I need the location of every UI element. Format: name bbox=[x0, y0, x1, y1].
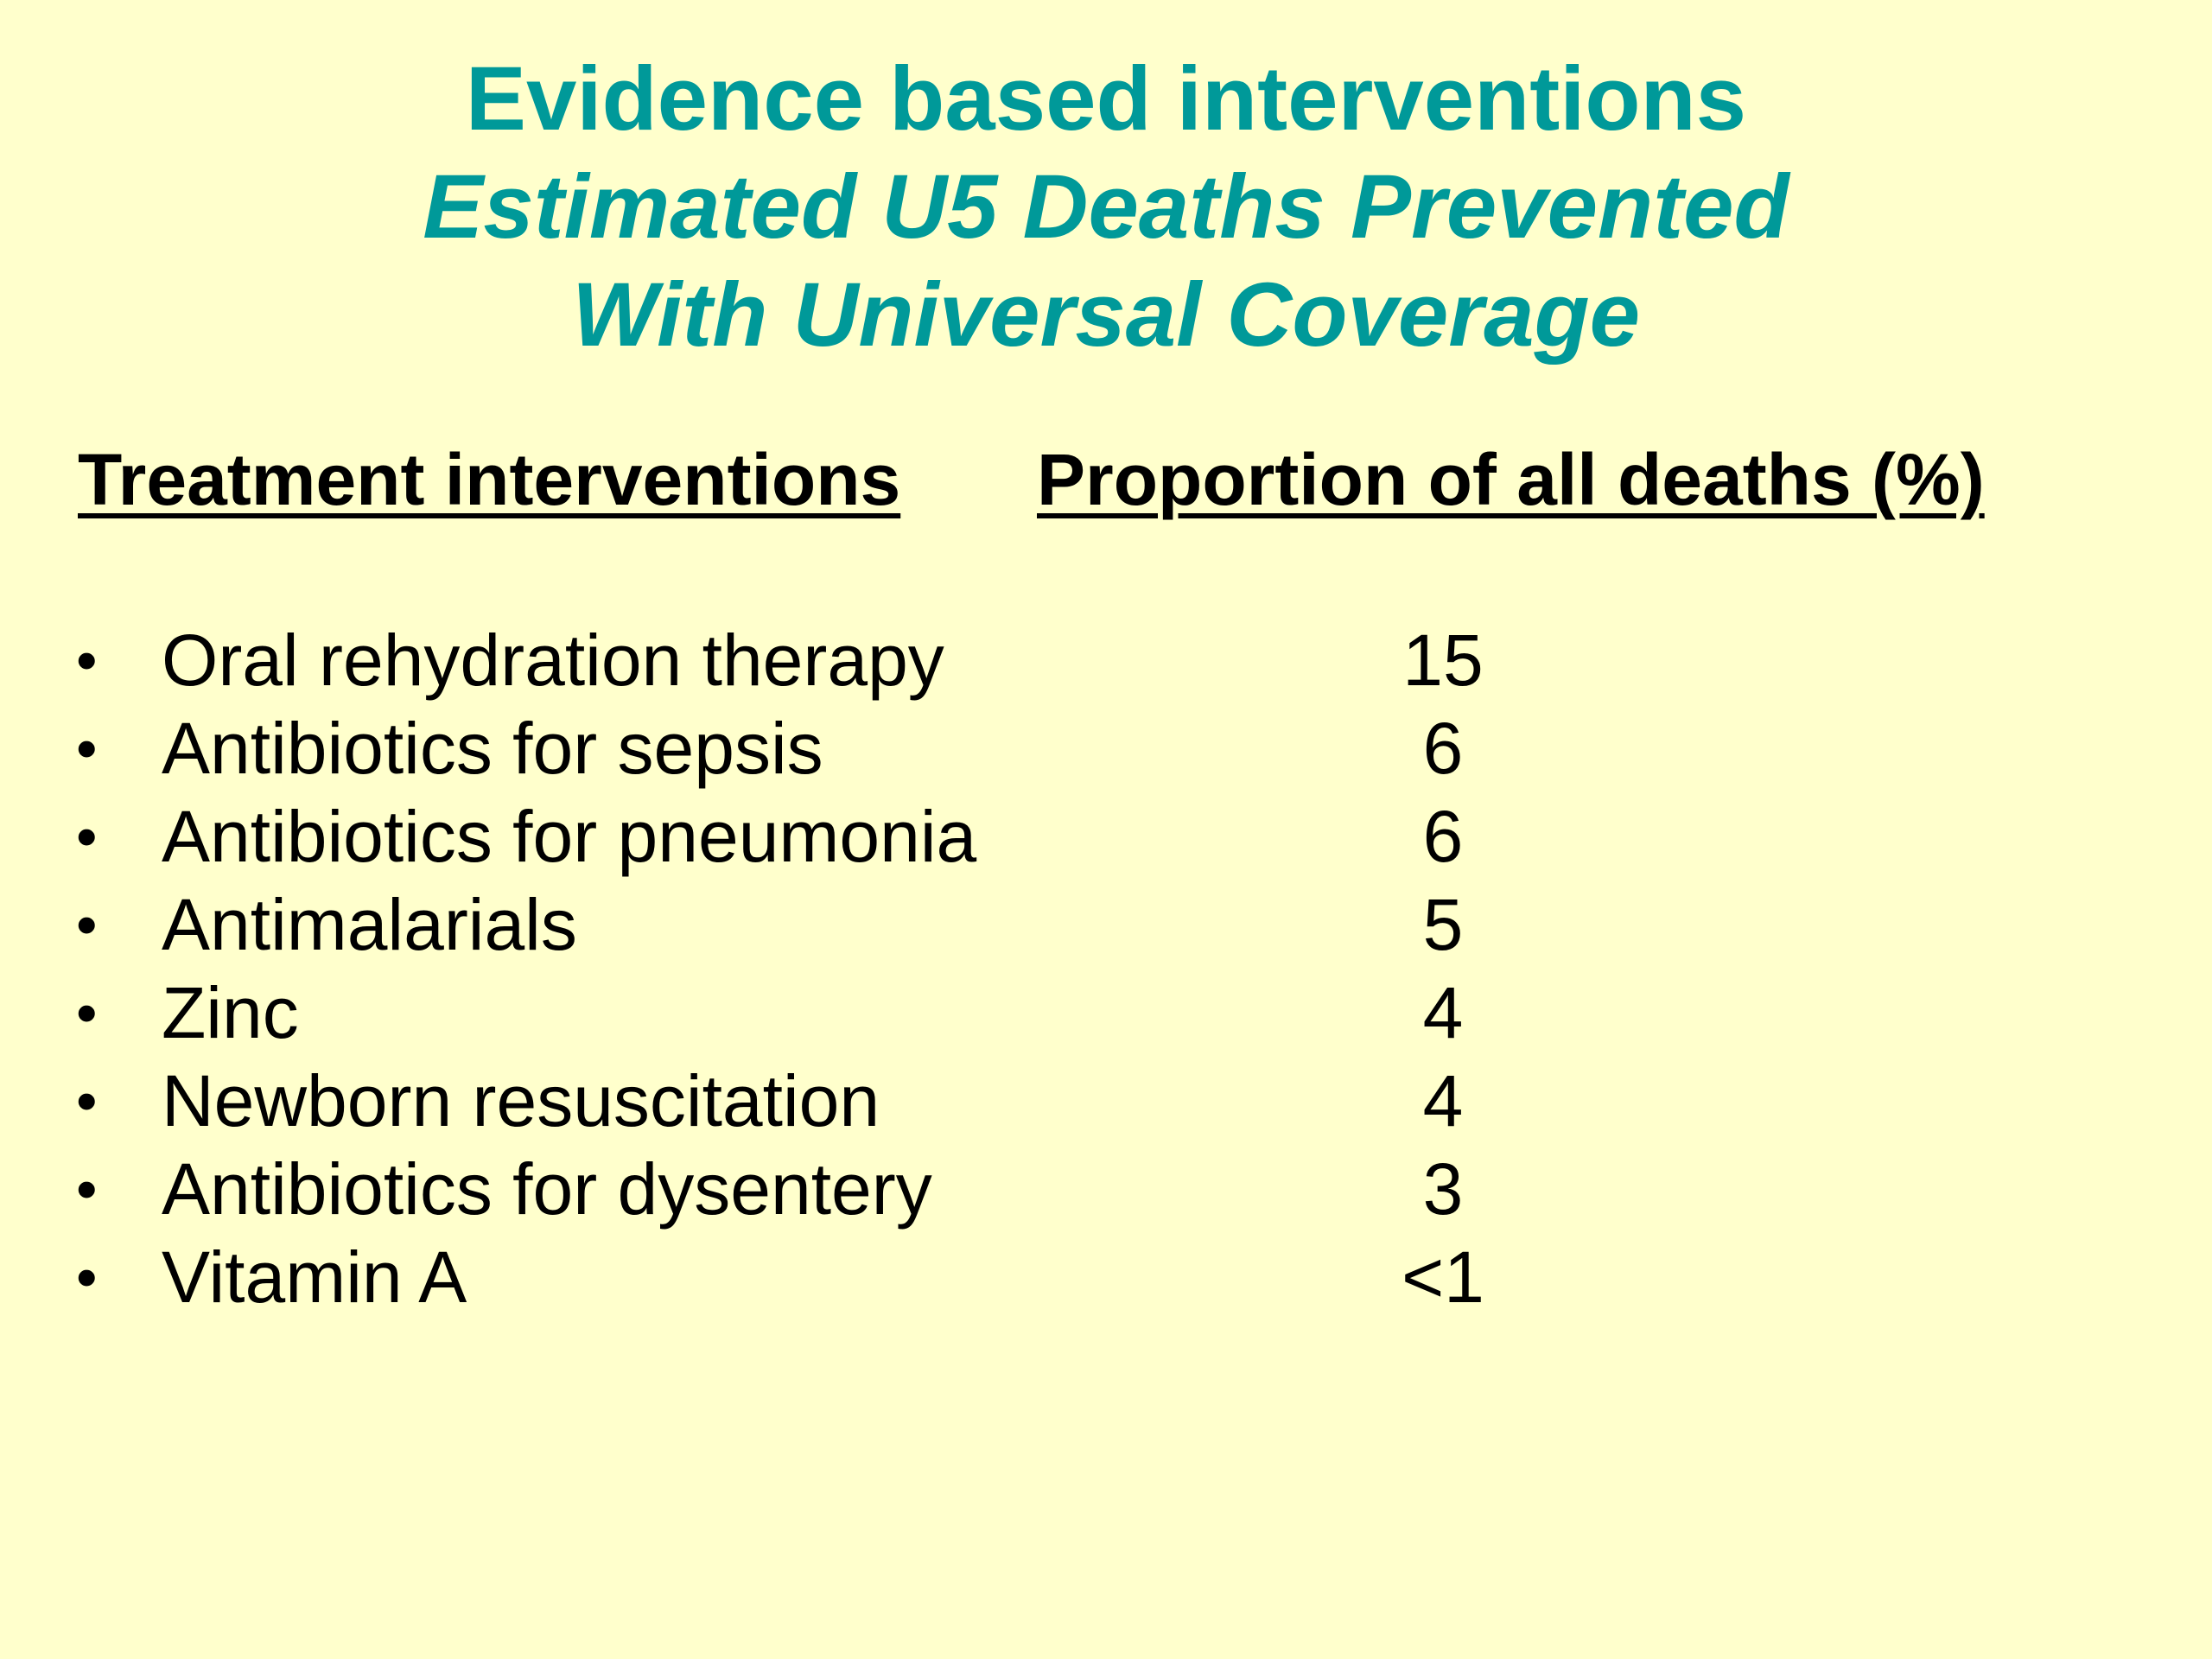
bullet-icon: • bbox=[76, 803, 98, 870]
intervention-label: Antimalarials bbox=[162, 884, 577, 965]
intervention-label: Antibiotics for sepsis bbox=[162, 708, 823, 789]
column-header-proportion: Proportion of all deaths (%) bbox=[1037, 439, 1985, 520]
proportion-value: 4 bbox=[1422, 972, 1464, 1053]
interventions-list bbox=[0, 616, 2212, 1321]
list-item bbox=[0, 969, 2212, 1057]
intervention-label: Newborn resuscitation bbox=[162, 1060, 880, 1141]
intervention-label: Oral rehydration therapy bbox=[162, 620, 944, 701]
title-line-2: Estimated U5 Deaths Prevented bbox=[423, 156, 1789, 257]
proportion-value: 6 bbox=[1422, 796, 1464, 877]
bullet-icon: • bbox=[76, 891, 98, 958]
bullet-icon: • bbox=[76, 1243, 98, 1311]
list-item bbox=[0, 1057, 2212, 1145]
list-item bbox=[0, 704, 2212, 792]
bullet-icon: • bbox=[76, 979, 98, 1046]
bullet-icon: • bbox=[76, 715, 98, 782]
proportion-value: 15 bbox=[1402, 620, 1484, 701]
proportion-value: <1 bbox=[1402, 1236, 1484, 1318]
title-line-3: With Universal Coverage bbox=[571, 264, 1641, 365]
intervention-label: Antibiotics for dysentery bbox=[162, 1148, 932, 1230]
intervention-label: Zinc bbox=[162, 972, 299, 1053]
intervention-label: Vitamin A bbox=[162, 1236, 467, 1318]
title-line-1: Evidence based interventions bbox=[465, 48, 1747, 149]
slide-title bbox=[0, 45, 2212, 369]
bullet-icon: • bbox=[76, 1067, 98, 1135]
proportion-value: 4 bbox=[1422, 1060, 1464, 1141]
proportion-value: 5 bbox=[1422, 884, 1464, 965]
list-item bbox=[0, 1233, 2212, 1321]
intervention-label: Antibiotics for pneumonia bbox=[162, 796, 977, 877]
list-item bbox=[0, 616, 2212, 704]
proportion-value: 6 bbox=[1422, 708, 1464, 789]
list-item bbox=[0, 1145, 2212, 1233]
bullet-icon: • bbox=[76, 626, 98, 694]
proportion-value: 3 bbox=[1422, 1148, 1464, 1230]
bullet-icon: • bbox=[76, 1155, 98, 1223]
list-item bbox=[0, 792, 2212, 880]
list-item bbox=[0, 880, 2212, 969]
column-header-interventions: Treatment interventions bbox=[78, 439, 901, 520]
